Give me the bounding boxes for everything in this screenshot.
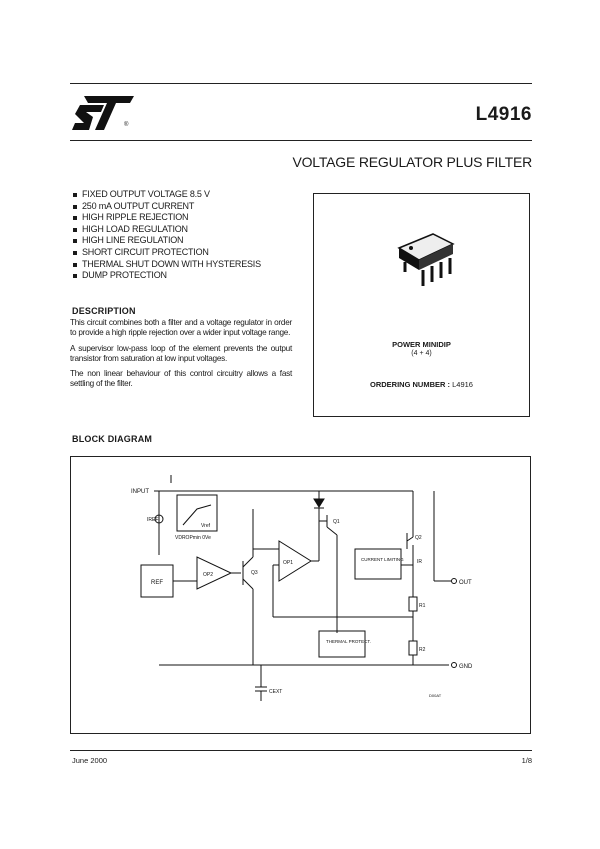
iref-label: IREF bbox=[147, 517, 159, 523]
input-label: INPUT bbox=[131, 489, 149, 495]
supply-ref-label: VDROPmin 0Ve bbox=[175, 535, 211, 541]
q2-label: Q2 bbox=[415, 535, 422, 541]
footer-date: June 2000 bbox=[72, 756, 108, 765]
circuit-schematic bbox=[71, 457, 532, 735]
ir-label: IR bbox=[417, 559, 422, 565]
ground-label: GND bbox=[459, 664, 473, 670]
paragraph: A supervisor low-pass loop of the element prevents the output transistor from saturation at low input voltages. bbox=[70, 343, 292, 363]
output-label: OUT bbox=[459, 580, 472, 586]
part-number: L4916 bbox=[475, 104, 532, 125]
current-limiting-label: CURRENT LIMITING bbox=[361, 557, 404, 562]
list-item: DUMP PROTECTION bbox=[72, 270, 261, 282]
figure-code: D00AT bbox=[429, 693, 442, 698]
q3-label: Q3 bbox=[251, 570, 258, 576]
list-item: FIXED OUTPUT VOLTAGE 8.5 V bbox=[72, 189, 261, 201]
description-body bbox=[70, 318, 292, 395]
package-pins: (4 + 4) bbox=[411, 350, 432, 357]
list-item: HIGH RIPPLE REJECTION bbox=[72, 212, 261, 224]
ordering-number bbox=[314, 380, 529, 389]
block-diagram-heading: BLOCK DIAGRAM bbox=[72, 434, 153, 444]
dropout-ref-label: Vref bbox=[201, 523, 210, 529]
ref-block-label: REF bbox=[151, 580, 163, 586]
description-heading: DESCRIPTION bbox=[72, 306, 136, 316]
package-box bbox=[313, 193, 530, 417]
header-mid-rule bbox=[70, 140, 532, 141]
page-title: VOLTAGE REGULATOR PLUS FILTER bbox=[292, 154, 532, 170]
list-item: 250 mA OUTPUT CURRENT bbox=[72, 201, 261, 213]
registered-mark: ® bbox=[124, 122, 129, 128]
r1-label: R1 bbox=[419, 603, 426, 609]
paragraph: The non linear behaviour of this control circuitry allows a fast settling of the filter. bbox=[70, 369, 292, 389]
q1-label: Q1 bbox=[333, 519, 340, 525]
paragraph: This circuit combines both a filter and a voltage regulator in order to provide a high ripple rejection over a wider input voltage range. bbox=[70, 318, 292, 338]
ordering-value: L4916 bbox=[452, 380, 473, 389]
feature-list bbox=[72, 189, 261, 282]
header-top-rule bbox=[70, 83, 532, 84]
block-diagram bbox=[70, 456, 531, 734]
list-item: HIGH LINE REGULATION bbox=[72, 235, 261, 247]
list-item: HIGH LOAD REGULATION bbox=[72, 224, 261, 236]
list-item: SHORT CIRCUIT PROTECTION bbox=[72, 247, 261, 259]
footer-page: 1/8 bbox=[521, 756, 532, 765]
r2-label: R2 bbox=[419, 647, 426, 653]
cext-label: CEXT bbox=[269, 689, 283, 695]
op2-label: OP2 bbox=[203, 572, 214, 578]
list-item: THERMAL SHUT DOWN WITH HYSTERESIS bbox=[72, 259, 261, 271]
footer-rule bbox=[70, 750, 532, 751]
ordering-label: ORDERING NUMBER : bbox=[370, 380, 451, 389]
op1-label: OP1 bbox=[283, 560, 294, 566]
thermal-protection-label: THERMAL PROTECT. bbox=[326, 639, 371, 644]
package-name: POWER MINIDIP bbox=[392, 340, 451, 349]
dip-package-icon bbox=[389, 230, 459, 292]
